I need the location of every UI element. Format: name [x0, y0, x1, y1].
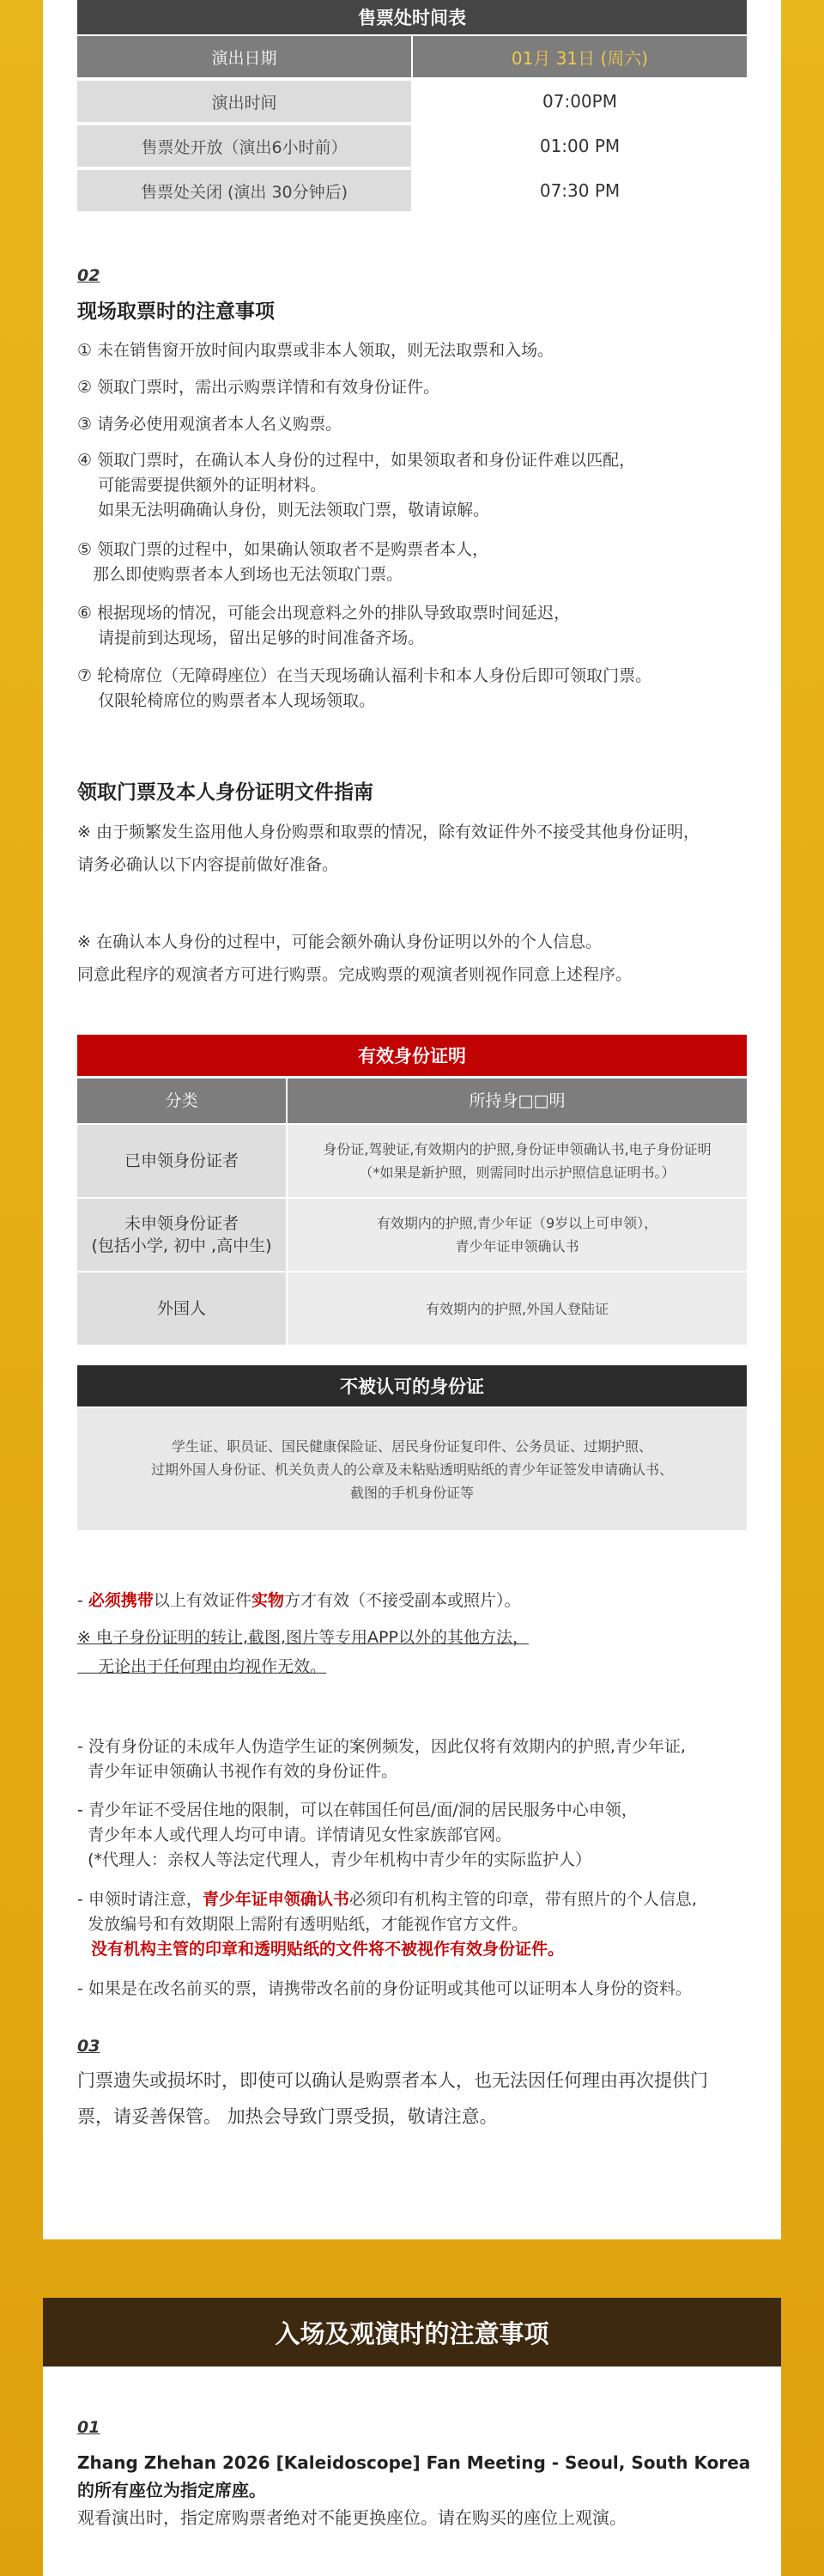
schedule-row: [77, 170, 747, 211]
schedule-row-value: 07:30 PM: [413, 170, 747, 211]
note-text: (*代理人：亲权人等法定代理人，青少年机构中青少年的实际监护人）: [77, 1850, 591, 1869]
notice-item: [77, 412, 747, 437]
notice-item: [77, 375, 747, 400]
note-text: - 如果是在改名前买的票，请携带改名前的身份证明或其他可以证明本人身份的资料。: [77, 1979, 692, 1998]
valid-id-row: [77, 1199, 747, 1271]
schedule-row-label: 演出时间: [77, 81, 411, 122]
note-item: [77, 1887, 747, 1962]
schedule-row: [77, 81, 747, 122]
entry-notice-banner: 入场及观演时的注意事项: [43, 2298, 781, 2366]
guide-line: 请务必确认以下内容提前做好准备。: [77, 855, 339, 874]
notice-card: [43, 0, 781, 2239]
invalid-id-line: 学生证、职员证、国民健康保险证、居民身份证复印件、公务员证、过期护照、: [171, 1437, 652, 1455]
invalid-id-line: 截图的手机身份证等: [349, 1484, 474, 1501]
guide-paragraph: [77, 926, 755, 991]
schedule-row-value: 07:00PM: [413, 81, 747, 122]
note-text: 发放编号和有效期限上需附有透明贴纸，才能视作官方文件。: [77, 1915, 529, 1934]
entry-item: [77, 2449, 751, 2531]
guide-title: 领取门票及本人身份证明文件指南: [77, 781, 373, 804]
notice-item: [77, 338, 747, 363]
entry-text-line: 观看演出时，指定席购票者绝对不能更换座位。请在购买的座位上观演。: [77, 2507, 627, 2528]
schedule-title: 售票处时间表: [77, 0, 747, 34]
note-text: 青少年本人或代理人均可申请。详情请见女性家族部官网。: [77, 1826, 512, 1844]
valid-id-title: 有效身份证明: [77, 1035, 747, 1076]
valid-id-docs: [288, 1125, 747, 1197]
notice-line: 如果无法明确确认身份，则无法领取门票，敬请谅解。: [77, 501, 490, 519]
notice-line: ⑦ 轮椅席位（无障碍座位）在当天现场确认福利卡和本人身份后即可领取门票。: [77, 666, 652, 685]
note-text: - 没有身份证的未成年人伪造学生证的案例频发，因此仅将有效期内的护照,青少年证,: [77, 1737, 686, 1756]
notice-line: 可能需要提供额外的证明材料。: [77, 476, 327, 495]
entry-bold-line: Zhang Zhehan 2026 [Kaleidoscope] Fan Meeting - Seoul, South Korea: [77, 2452, 751, 2473]
category-text: 外国人: [156, 1299, 206, 1318]
schedule-row-value: 01:00 PM: [413, 125, 747, 167]
invalid-id-box: [77, 1408, 747, 1530]
valid-id-category: [77, 1199, 286, 1271]
section-number: 03: [77, 2037, 100, 2056]
note-text: - 申领时请注意，: [77, 1890, 203, 1909]
valid-id-category: [77, 1273, 286, 1345]
notice-line: 那么即使购票者本人到场也无法领取门票。: [77, 565, 403, 584]
section-number: 02: [77, 266, 100, 285]
note-text: 以上有效证件: [153, 1591, 251, 1610]
notice-item: [77, 601, 747, 651]
docs-line: （*如果是新护照，则需同时出示护照信息证明书。）: [359, 1164, 676, 1181]
schedule-row-label: 售票处开放（演出6小时前）: [77, 125, 411, 167]
valid-id-header-row: [77, 1078, 747, 1123]
entry-notice-card: [43, 2366, 781, 2576]
category-text: (包括小学, 初中 ,高中生): [91, 1236, 272, 1255]
note-highlight: 实物: [251, 1591, 284, 1610]
note-text: 必须印有机构主管的印章，带有照片的个人信息,: [348, 1890, 697, 1909]
note-text: ※ 电子身份证明的转让,截图,图片等专用APP以外的其他方法，: [77, 1628, 529, 1647]
schedule-head-value: 01月 31日 (周六): [413, 36, 747, 77]
section03-line: 门票遗失或损坏时，即使可以确认是购票者本人，也无法因任何理由再次提供门: [77, 2070, 708, 2091]
notice-line: ③ 请务必使用观演者本人名义购票。: [77, 415, 342, 434]
note-line: [77, 1625, 747, 1680]
notice-line: ⑤ 领取门票的过程中，如果确认领取者不是购票者本人，: [77, 540, 489, 559]
note-line: [77, 1589, 747, 1613]
valid-id-head-category: 分类: [77, 1078, 286, 1123]
valid-id-row: [77, 1273, 747, 1345]
section-number: 01: [77, 2418, 100, 2437]
invalid-id-line: 过期外国人身份证、机关负责人的公章及未粘贴透明贴纸的青少年证签发申请确认书、: [150, 1461, 673, 1478]
docs-line: 青少年证申领确认书: [455, 1238, 579, 1255]
notice-item: [77, 448, 747, 523]
valid-id-category: [77, 1125, 286, 1197]
note-text: 方才有效（不接受副本或照片）。: [283, 1591, 521, 1610]
note-item: [77, 1977, 747, 2002]
schedule-row-label: 售票处关闭 (演出 30分钟后): [77, 170, 411, 211]
notice-line: 仅限轮椅席位的购票者本人现场领取。: [77, 691, 376, 710]
section03-line: 票，请妥善保管。 加热会导致门票受损，敬请注意。: [77, 2106, 498, 2127]
valid-id-docs: [288, 1199, 747, 1271]
notice-line: ④ 领取门票时，在确认本人身份的过程中，如果领取者和身份证件难以匹配，: [77, 451, 636, 470]
note-item: [77, 1798, 747, 1873]
invalid-id-title: 不被认可的身份证: [77, 1365, 747, 1406]
category-text: 未申领身份证者: [124, 1214, 239, 1233]
docs-line: 有效期内的护照,青少年证（9岁以上可申领），: [376, 1215, 658, 1231]
note-highlight: 必须携带: [88, 1591, 154, 1610]
notice-line: ① 未在销售窗开放时间内取票或非本人领取，则无法取票和入场。: [77, 341, 554, 360]
schedule-row: [77, 125, 747, 167]
note-item: [77, 1735, 747, 1784]
valid-id-docs: [288, 1273, 747, 1345]
schedule-head-label: 演出日期: [77, 36, 411, 77]
notice-line: 请提前到达现场，留出足够的时间准备齐场。: [77, 629, 425, 647]
notice-item: [77, 664, 747, 714]
guide-line: ※ 由于频繁发生盗用他人身份购票和取票的情况，除有效证件外不接受其他身份证明，: [77, 823, 700, 841]
note-highlight: 青少年证申领确认书: [202, 1890, 349, 1909]
category-text: 已申领身份证者: [124, 1151, 239, 1170]
guide-line: ※ 在确认本人身份的过程中，可能会额外确认身份证明以外的个人信息。: [77, 933, 602, 951]
docs-line: 有效期内的护照,外国人登陆证: [425, 1300, 609, 1317]
guide-line: 同意此程序的观演者方可进行购票。完成购票的观演者则视作同意上述程序。: [77, 965, 633, 984]
section-title: 现场取票时的注意事项: [77, 301, 275, 323]
note-highlight: 没有机构主管的印章和透明贴纸的文件将不被视作有效身份证件。: [91, 1940, 565, 1959]
note-text: 无论出于任何理由均视作无效。: [77, 1657, 327, 1676]
docs-line: 身份证,驾驶证,有效期内的护照,身份证申领确认书,电子身份证明: [323, 1141, 712, 1157]
entry-bold-line: 的所有座位为指定席座。: [77, 2480, 266, 2500]
section03-paragraph: [77, 2063, 755, 2135]
valid-id-row: [77, 1125, 747, 1197]
schedule-header-row: [77, 36, 747, 77]
valid-id-head-docs: 所持身□□明: [288, 1078, 747, 1123]
note-text: 青少年证申领确认书视作有效的身份证件。: [77, 1762, 398, 1781]
note-text: -: [77, 1591, 88, 1610]
note-text: - 青少年证不受居住地的限制，可以在韩国任何邑/面/洞的居民服务中心申领，: [77, 1801, 638, 1820]
guide-paragraph: [77, 816, 755, 881]
notice-line: ② 领取门票时，需出示购票详情和有效身份证件。: [77, 378, 440, 397]
notice-line: ⑥ 根据现场的情况，可能会出现意料之外的排队导致取票时间延迟，: [77, 604, 571, 623]
notice-item: [77, 538, 747, 587]
